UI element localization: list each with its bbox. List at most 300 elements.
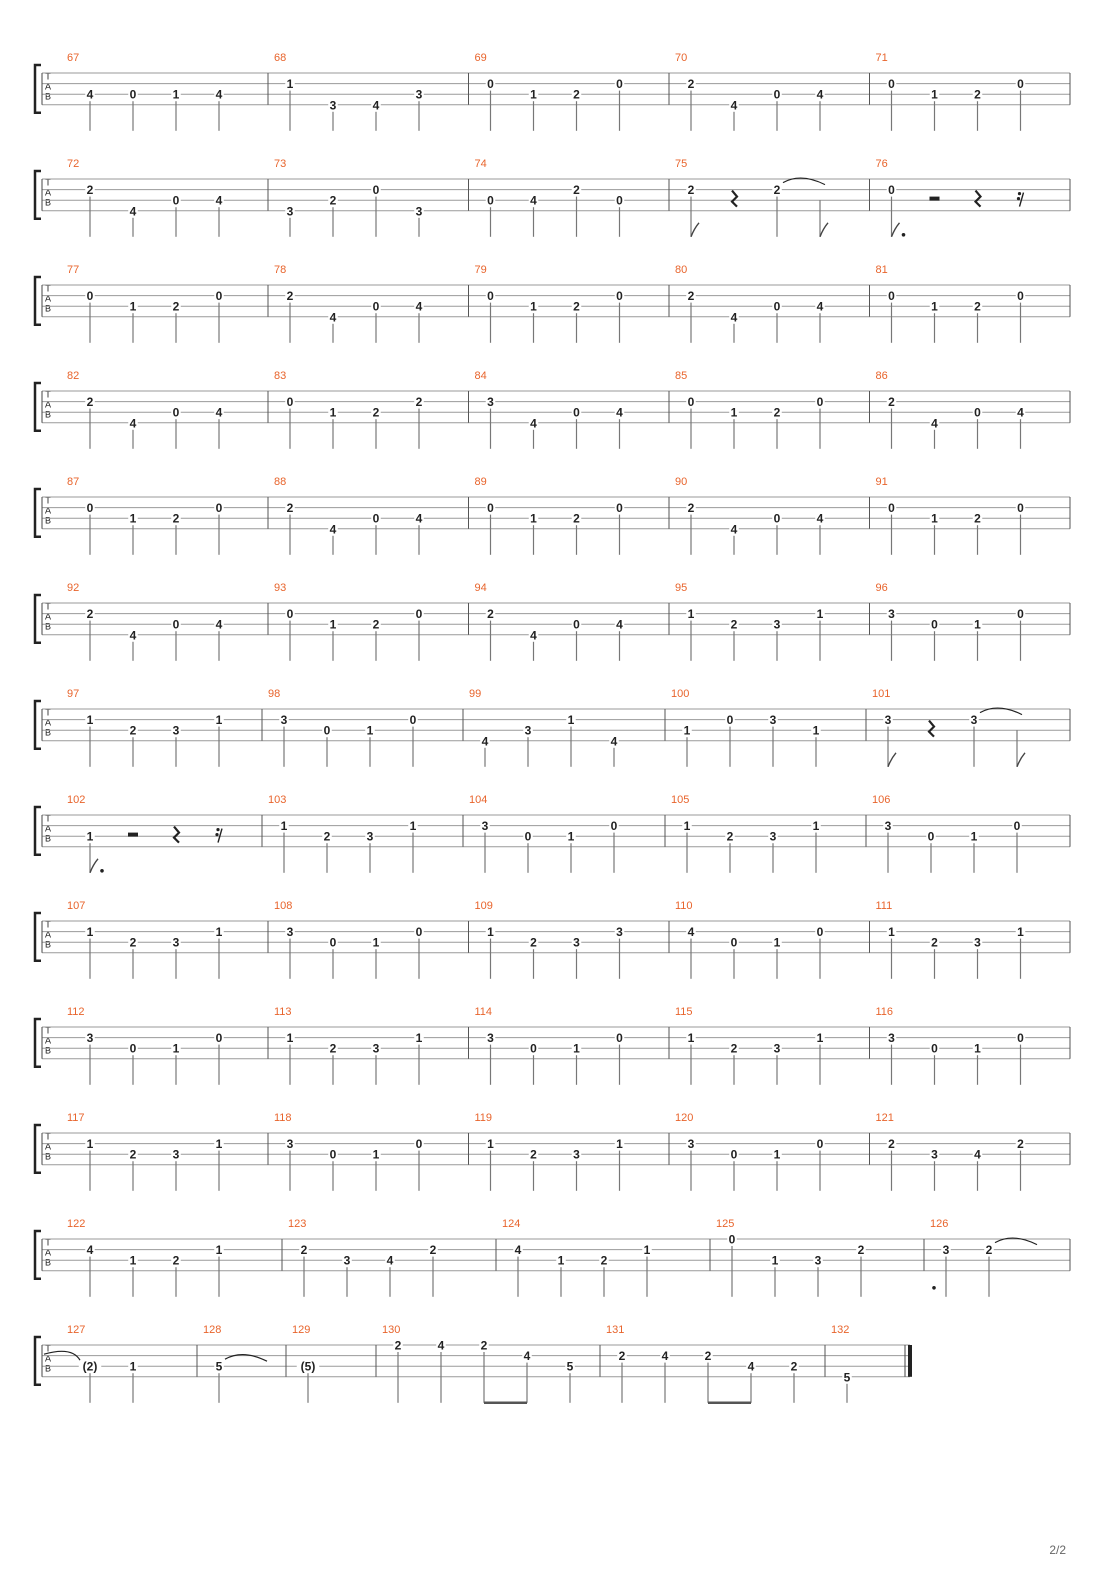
fret-number: 0	[415, 1137, 423, 1152]
fret-number: 1	[888, 925, 895, 940]
measure-number: 103	[268, 794, 287, 806]
fret-number: 1	[643, 1243, 651, 1258]
fret-number: 0	[1013, 819, 1021, 834]
fret-number: 3	[888, 607, 895, 622]
note-flag	[1017, 753, 1025, 767]
tab-clef-a: A	[44, 1035, 52, 1046]
fret-number: 0	[573, 617, 580, 632]
fret-number: 4	[687, 925, 695, 940]
tab-clef-a: A	[44, 399, 52, 410]
fret-number: 0	[323, 723, 331, 738]
fret-number: 2	[974, 299, 981, 314]
tab-clef-a: A	[44, 717, 52, 728]
fret-number: 0	[1017, 501, 1024, 516]
measure-number: 76	[875, 158, 888, 170]
measure-number: 121	[875, 1112, 894, 1124]
measure-number: 87	[67, 476, 80, 488]
fret-number: 3	[974, 935, 981, 950]
fret-number: 2	[985, 1243, 993, 1258]
fret-number: (2)	[82, 1359, 98, 1374]
note-flag	[888, 753, 896, 767]
measure-number: 82	[67, 370, 80, 382]
fret-number: 1	[172, 1041, 180, 1056]
quarter-rest	[174, 827, 179, 843]
system-bracket	[35, 1125, 41, 1173]
measure-number: 96	[875, 582, 888, 594]
fret-number: 3	[172, 935, 180, 950]
fret-number: 0	[286, 395, 294, 410]
measure-number: 131	[606, 1324, 625, 1336]
fret-number: 4	[386, 1253, 394, 1268]
fret-number: 2	[129, 1147, 137, 1162]
tab-clef-b: B	[44, 621, 52, 632]
fret-number: 2	[172, 1253, 180, 1268]
system-bracket	[35, 65, 41, 113]
fret-number: 2	[573, 183, 580, 198]
measure-number: 128	[203, 1324, 222, 1336]
fret-number: 4	[1017, 405, 1024, 420]
tab-clef-a: A	[44, 187, 52, 198]
system-bracket	[35, 807, 41, 855]
fret-number: 2	[129, 723, 137, 738]
system-bracket	[35, 277, 41, 325]
fret-number: 1	[730, 405, 738, 420]
fret-number: 0	[215, 289, 223, 304]
fret-number: 1	[931, 87, 938, 102]
fret-number: 2	[857, 1243, 865, 1258]
fret-number: 3	[415, 87, 423, 102]
fret-number: 3	[487, 395, 494, 410]
fret-number: 4	[415, 299, 423, 314]
fret-number: 0	[409, 713, 417, 728]
fret-number: 1	[329, 405, 337, 420]
fret-number: 5	[843, 1370, 851, 1385]
fret-number: (5)	[300, 1359, 316, 1374]
measure-number: 119	[474, 1112, 493, 1124]
fret-number: 4	[129, 416, 137, 431]
fret-number: 1	[280, 819, 288, 834]
fret-number: 2	[730, 1041, 738, 1056]
measure-number: 93	[274, 582, 287, 594]
fret-number: 1	[215, 713, 223, 728]
fret-number: 2	[394, 1338, 402, 1353]
note-flag	[820, 223, 828, 237]
measure-number: 79	[474, 264, 487, 276]
fret-number: 0	[86, 501, 94, 516]
fret-number: 0	[172, 193, 180, 208]
fret-number: 3	[286, 204, 294, 219]
measure-number: 106	[872, 794, 891, 806]
fret-number: 3	[888, 1031, 895, 1046]
measure-number: 80	[675, 264, 688, 276]
measure-number: 125	[716, 1218, 735, 1230]
tab-clef-b: B	[44, 1257, 52, 1268]
tab-clef-b: B	[44, 1045, 52, 1056]
measure-number: 83	[274, 370, 287, 382]
measure-number: 94	[474, 582, 487, 594]
sixteenth-rest-dot	[1017, 197, 1020, 200]
measure-number: 101	[872, 688, 891, 700]
fret-number: 3	[773, 617, 781, 632]
tab-clef-b: B	[44, 515, 52, 526]
fret-number: 5	[566, 1359, 574, 1374]
fret-number: 2	[286, 501, 294, 516]
fret-number: 1	[86, 713, 94, 728]
fret-number: 2	[172, 299, 180, 314]
tab-clef-b: B	[44, 303, 52, 314]
fret-number: 0	[573, 405, 580, 420]
fret-number: 2	[773, 183, 781, 198]
fret-number: 0	[974, 405, 981, 420]
fret-number: 0	[728, 1232, 736, 1247]
measure-number: 118	[274, 1112, 292, 1124]
fret-number: 2	[372, 617, 380, 632]
fret-number: 0	[610, 819, 618, 834]
quarter-rest	[976, 191, 981, 207]
fret-number: 2	[687, 183, 695, 198]
fret-number: 1	[409, 819, 417, 834]
measure-number: 98	[268, 688, 281, 700]
page-number: 2/2	[1049, 1543, 1066, 1557]
measure-number: 127	[67, 1324, 86, 1336]
fret-number: 0	[129, 1041, 137, 1056]
fret-number: 2	[86, 607, 94, 622]
fret-number: 4	[974, 1147, 981, 1162]
fret-number: 1	[372, 935, 380, 950]
fret-number: 1	[286, 77, 294, 92]
tab-clef-t: T	[45, 919, 51, 930]
fret-number: 4	[329, 522, 337, 537]
tab-clef-t: T	[45, 389, 51, 400]
measure-number: 78	[274, 264, 287, 276]
measure-number: 74	[474, 158, 487, 170]
fret-number: 2	[286, 289, 294, 304]
fret-number: 4	[616, 405, 623, 420]
fret-number: 0	[1017, 1031, 1024, 1046]
fret-number: 1	[329, 617, 337, 632]
fret-number: 4	[129, 204, 137, 219]
measure-number: 89	[474, 476, 487, 488]
fret-number: 2	[1017, 1137, 1024, 1152]
tab-clef-t: T	[45, 1237, 51, 1248]
fret-number: 0	[931, 1041, 938, 1056]
fret-number: 4	[415, 511, 423, 526]
fret-number: 0	[1017, 289, 1024, 304]
fret-number: 0	[616, 501, 623, 516]
fret-number: 1	[129, 299, 137, 314]
fret-number: 3	[573, 935, 580, 950]
fret-number: 3	[884, 713, 892, 728]
fret-number: 1	[215, 1137, 223, 1152]
fret-number: 3	[343, 1253, 351, 1268]
fret-number: 1	[683, 819, 691, 834]
fret-number: 3	[280, 713, 288, 728]
fret-number: 2	[86, 183, 94, 198]
measure-number: 69	[474, 52, 487, 64]
fret-number: 3	[970, 713, 978, 728]
tab-clef-b: B	[44, 833, 52, 844]
measure-number: 84	[474, 370, 487, 382]
fret-number: 1	[215, 1243, 223, 1258]
fret-number: 2	[704, 1349, 712, 1364]
fret-number: 4	[129, 628, 137, 643]
fret-number: 0	[687, 395, 695, 410]
fret-number: 4	[86, 1243, 94, 1258]
measure-number: 91	[875, 476, 888, 488]
fret-number: 0	[1017, 77, 1024, 92]
fret-number: 0	[888, 77, 895, 92]
fret-number: 3	[481, 819, 489, 834]
measure-number: 104	[469, 794, 488, 806]
measure-number: 81	[875, 264, 888, 276]
measure-number: 97	[67, 688, 80, 700]
measure-number: 77	[67, 264, 80, 276]
fret-number: 4	[329, 310, 337, 325]
fret-number: 3	[487, 1031, 494, 1046]
fret-number: 1	[974, 1041, 981, 1056]
measure-number: 130	[382, 1324, 401, 1336]
fret-number: 0	[329, 935, 337, 950]
measure-number: 112	[67, 1006, 85, 1018]
fret-number: 1	[970, 829, 978, 844]
fret-number: 0	[530, 1041, 537, 1056]
system-bracket	[35, 383, 41, 431]
fret-number: 2	[530, 935, 537, 950]
measure-number: 117	[67, 1112, 85, 1124]
fret-number: 3	[286, 1137, 294, 1152]
fret-number: 0	[487, 501, 494, 516]
fret-number: 2	[790, 1359, 798, 1374]
fret-number: 4	[530, 193, 537, 208]
fret-number: 1	[129, 1359, 137, 1374]
fret-number: 4	[816, 87, 824, 102]
note-dot	[902, 233, 906, 237]
system-bracket	[35, 701, 41, 749]
fret-number: 3	[286, 925, 294, 940]
quarter-rest	[732, 191, 737, 207]
fret-number: 2	[888, 1137, 895, 1152]
fret-number: 0	[1017, 607, 1024, 622]
fret-number: 2	[323, 829, 331, 844]
fret-number: 0	[616, 77, 623, 92]
fret-number: 2	[687, 289, 695, 304]
fret-number: 2	[573, 87, 580, 102]
fret-number: 0	[773, 299, 781, 314]
sixteenth-rest-dot	[216, 828, 219, 831]
fret-number: 2	[687, 77, 695, 92]
half-rest	[128, 833, 138, 837]
tab-clef-a: A	[44, 505, 52, 516]
tab-clef-a: A	[44, 1353, 52, 1364]
tab-clef-t: T	[45, 1131, 51, 1142]
system-bracket	[35, 595, 41, 643]
fret-number: 2	[726, 829, 734, 844]
fret-number: 0	[415, 607, 423, 622]
fret-number: 0	[215, 1031, 223, 1046]
fret-number: 1	[683, 723, 691, 738]
fret-number: 2	[730, 617, 738, 632]
measure-number: 124	[502, 1218, 521, 1230]
fret-number: 1	[771, 1253, 779, 1268]
fret-number: 1	[215, 925, 223, 940]
fret-number: 4	[215, 405, 223, 420]
fret-number: 1	[530, 511, 537, 526]
measure-number: 90	[675, 476, 688, 488]
fret-number: 2	[329, 193, 337, 208]
measure-number: 122	[67, 1218, 86, 1230]
fret-number: 3	[884, 819, 892, 834]
fret-number: 0	[730, 935, 738, 950]
fret-number: 1	[812, 819, 820, 834]
measure-number: 120	[675, 1112, 694, 1124]
measure-number: 115	[675, 1006, 693, 1018]
fret-number: 0	[773, 511, 781, 526]
fret-number: 2	[415, 395, 423, 410]
fret-number: 0	[816, 395, 824, 410]
measure-number: 99	[469, 688, 482, 700]
fret-number: 0	[888, 501, 895, 516]
tab-clef-t: T	[45, 71, 51, 82]
fret-number: 0	[415, 925, 423, 940]
tab-clef-a: A	[44, 823, 52, 834]
fret-number: 3	[773, 1041, 781, 1056]
fret-number: 0	[773, 87, 781, 102]
fret-number: 0	[816, 925, 824, 940]
fret-number: 0	[286, 607, 294, 622]
fret-number: 2	[329, 1041, 337, 1056]
tab-clef-a: A	[44, 81, 52, 92]
fret-number: 2	[129, 935, 137, 950]
measure-number: 111	[875, 900, 893, 912]
fret-number: 1	[773, 1147, 781, 1162]
fret-number: 1	[86, 829, 94, 844]
system-bracket	[35, 1231, 41, 1279]
fret-number: 1	[974, 617, 981, 632]
fret-number: 3	[524, 723, 532, 738]
measure-number: 73	[274, 158, 287, 170]
tab-clef-t: T	[45, 495, 51, 506]
measure-number: 113	[274, 1006, 292, 1018]
fret-number: 4	[215, 87, 223, 102]
fret-number: 0	[816, 1137, 824, 1152]
fret-number: 0	[487, 77, 494, 92]
fret-number: 4	[530, 416, 537, 431]
fret-number: 4	[616, 617, 623, 632]
fret-number: 3	[172, 1147, 180, 1162]
fret-number: 4	[215, 193, 223, 208]
fret-number: 2	[888, 395, 895, 410]
system-bracket	[35, 489, 41, 537]
note-flag	[691, 223, 699, 237]
fret-number: 1	[530, 299, 537, 314]
fret-number: 1	[1017, 925, 1024, 940]
measure-number: 100	[671, 688, 690, 700]
fret-number: 2	[931, 935, 938, 950]
tab-clef-a: A	[44, 929, 52, 940]
measure-number: 95	[675, 582, 688, 594]
fret-number: 0	[487, 193, 494, 208]
fret-number: 3	[769, 713, 777, 728]
tab-clef-b: B	[44, 409, 52, 420]
sixteenth-rest-dot	[215, 833, 218, 836]
measure-number: 102	[67, 794, 86, 806]
tab-clef-b: B	[44, 939, 52, 950]
fret-number: 0	[329, 1147, 337, 1162]
measure-number: 86	[875, 370, 888, 382]
measure-number: 132	[831, 1324, 850, 1336]
tab-clef-t: T	[45, 1025, 51, 1036]
fret-number: 3	[931, 1147, 938, 1162]
fret-number: 4	[530, 628, 537, 643]
tab-clef-a: A	[44, 611, 52, 622]
tab-clef-a: A	[44, 1141, 52, 1152]
fret-number: 2	[530, 1147, 537, 1162]
fret-number: 4	[816, 511, 824, 526]
fret-number: 3	[573, 1147, 580, 1162]
fret-number: 1	[567, 713, 575, 728]
fret-number: 0	[372, 183, 380, 198]
fret-number: 0	[888, 289, 895, 304]
fret-number: 3	[942, 1243, 950, 1258]
measure-number: 85	[675, 370, 688, 382]
system-bracket	[35, 1019, 41, 1067]
measure-number: 71	[875, 52, 888, 64]
fret-number: 2	[573, 299, 580, 314]
fret-number: 0	[86, 289, 94, 304]
fret-number: 2	[573, 511, 580, 526]
tab-clef-a: A	[44, 1247, 52, 1258]
fret-number: 1	[816, 607, 824, 622]
fret-number: 2	[687, 501, 695, 516]
tab-clef-t: T	[45, 813, 51, 824]
fret-number: 4	[437, 1338, 445, 1353]
fret-number: 2	[773, 405, 781, 420]
tab-clef-b: B	[44, 197, 52, 208]
measure-number: 109	[474, 900, 493, 912]
fret-number: 3	[172, 723, 180, 738]
measure-number: 105	[671, 794, 690, 806]
fret-number: 0	[129, 87, 137, 102]
system-bracket	[35, 1337, 41, 1385]
measure-number: 92	[67, 582, 80, 594]
fret-number: 3	[616, 925, 623, 940]
fret-number: 1	[530, 87, 537, 102]
fret-number: 1	[415, 1031, 423, 1046]
tab-clef-t: T	[45, 601, 51, 612]
fret-number: 1	[687, 1031, 695, 1046]
fret-number: 1	[129, 511, 137, 526]
tab-clef-t: T	[45, 707, 51, 718]
fret-number: 1	[129, 1253, 137, 1268]
system-bracket	[35, 171, 41, 219]
fret-number: 4	[730, 310, 738, 325]
fret-number: 1	[487, 925, 494, 940]
fret-number: 1	[573, 1041, 580, 1056]
fret-number: 2	[974, 511, 981, 526]
fret-number: 0	[372, 299, 380, 314]
fret-number: 1	[557, 1253, 565, 1268]
measure-number: 107	[67, 900, 86, 912]
fret-number: 4	[747, 1359, 755, 1374]
fret-number: 1	[487, 1137, 494, 1152]
fret-number: 1	[366, 723, 374, 738]
measure-number: 75	[675, 158, 688, 170]
fret-number: 0	[616, 289, 623, 304]
measure-number: 70	[675, 52, 688, 64]
tab-clef-b: B	[44, 727, 52, 738]
fret-number: 2	[480, 1338, 488, 1353]
fret-number: 1	[567, 829, 575, 844]
